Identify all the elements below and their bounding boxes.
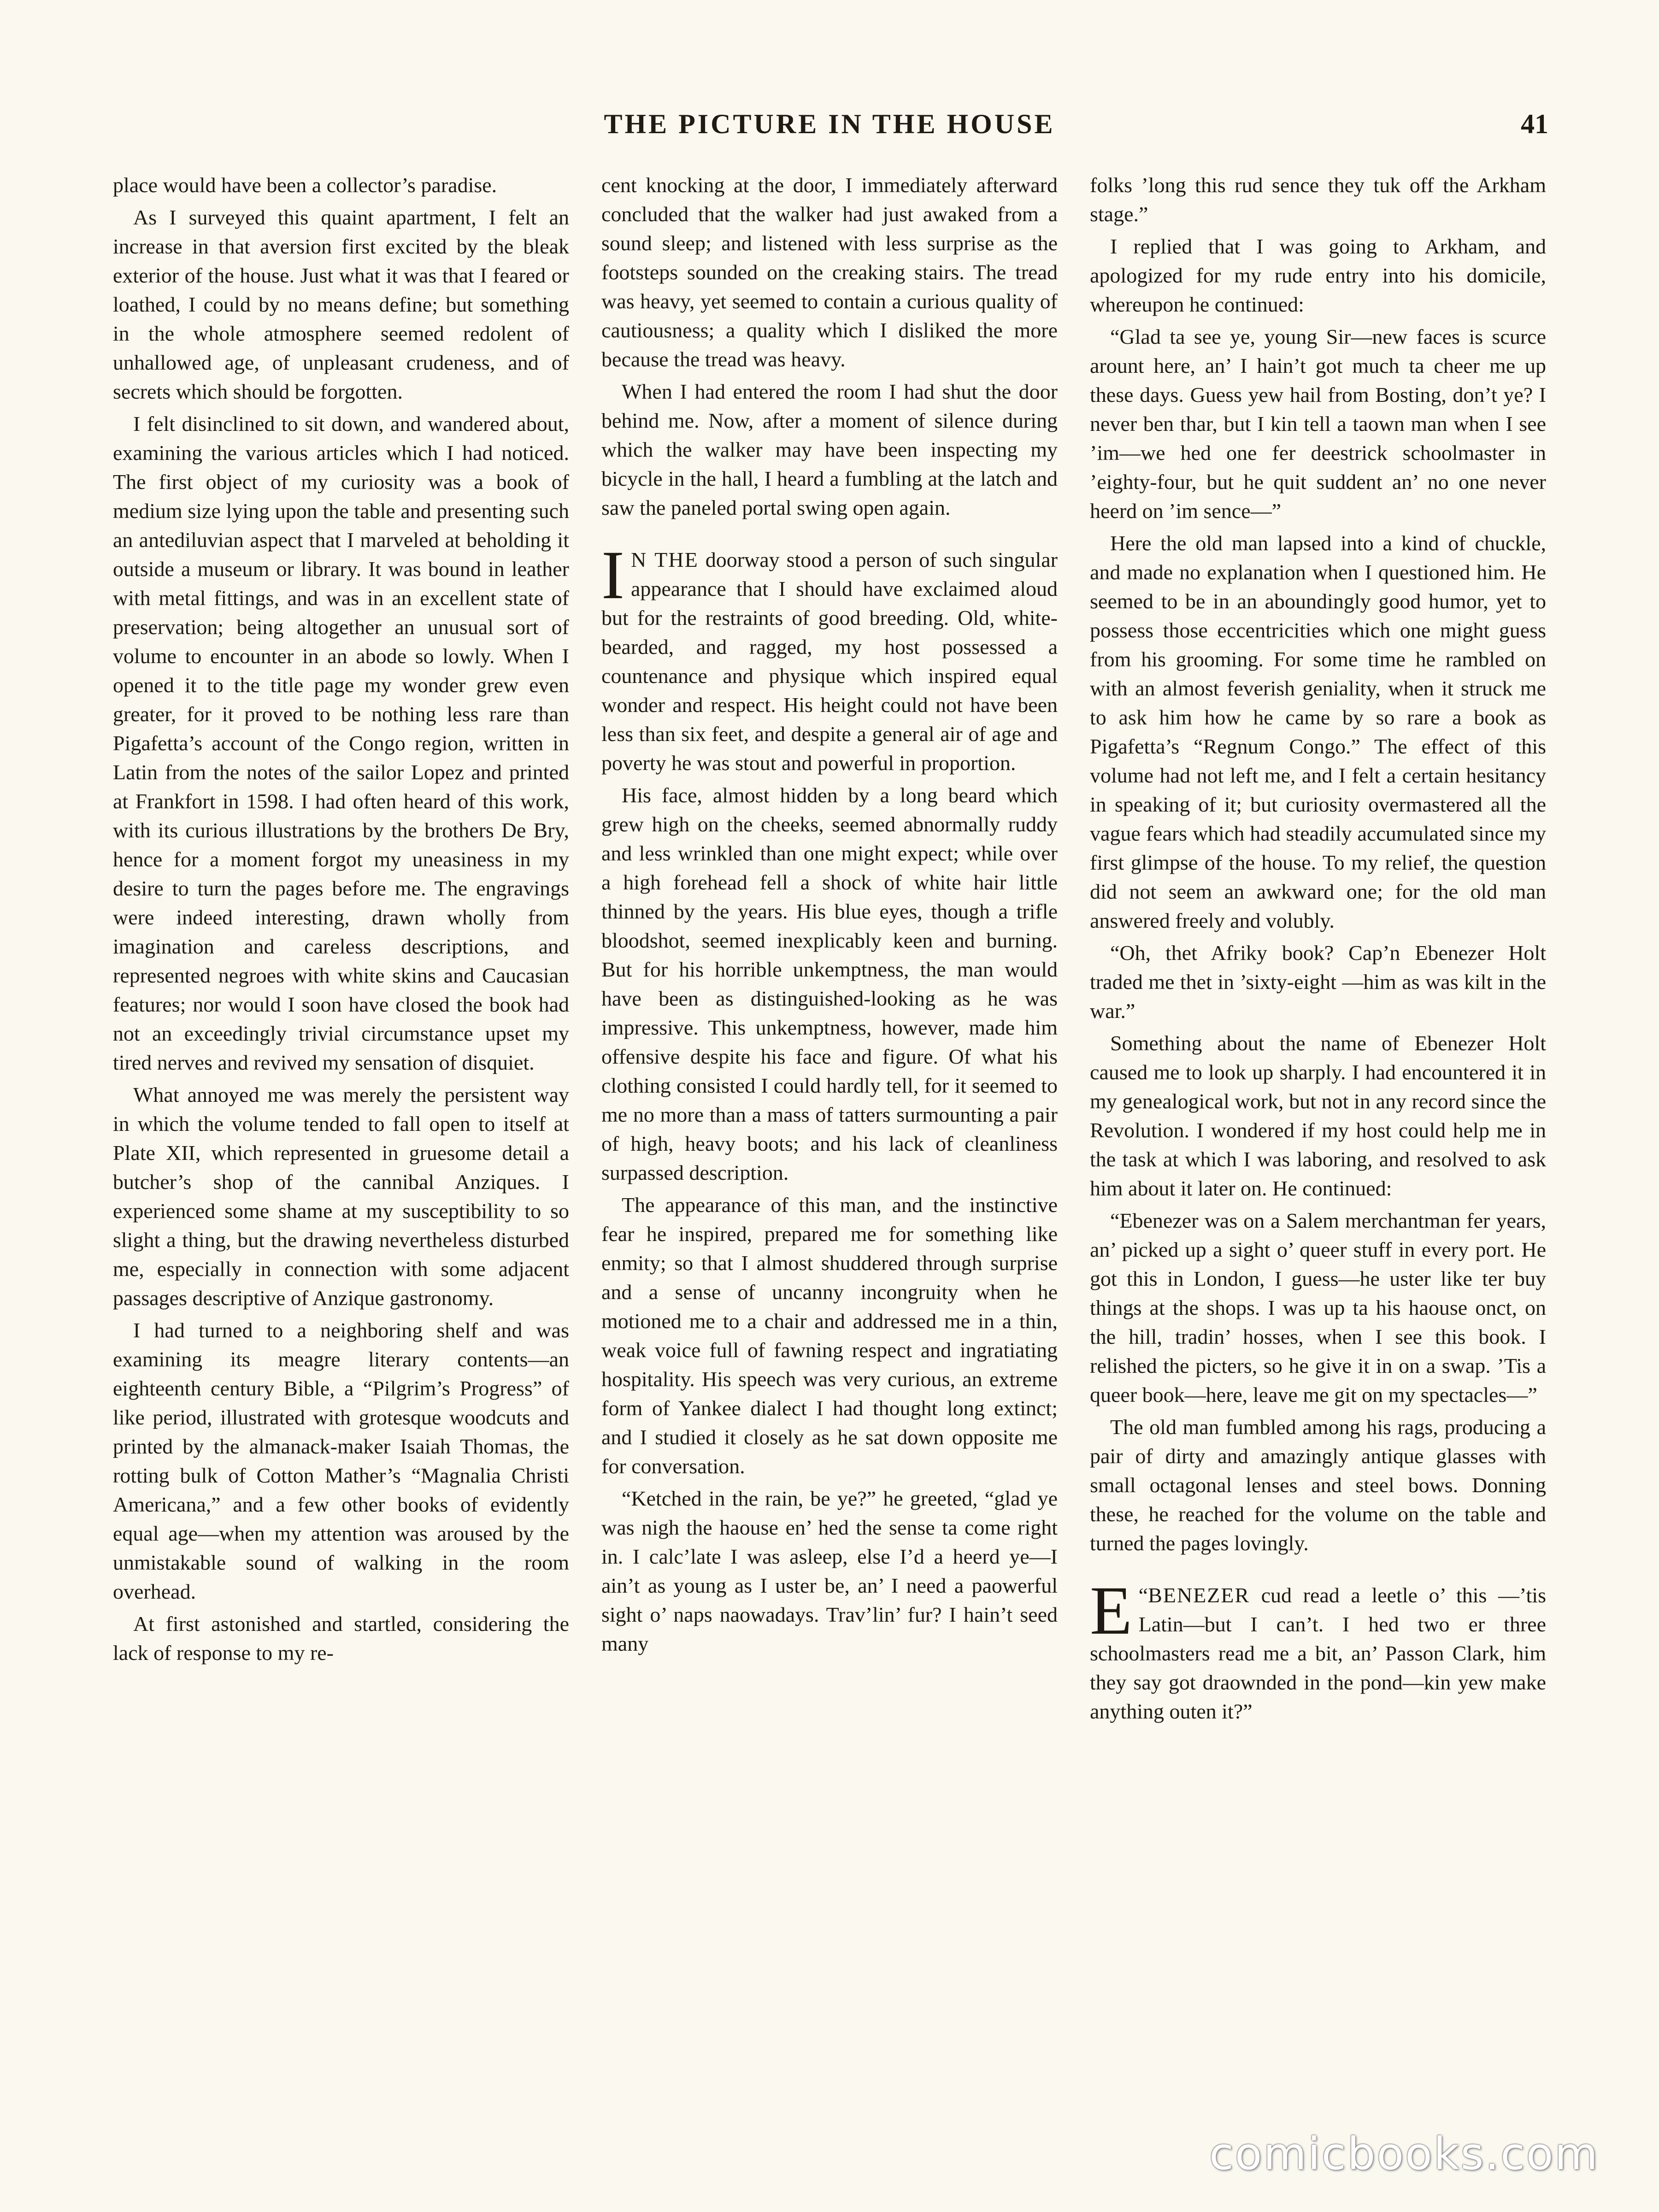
paragraph: The old man fumbled among his rags, producing a pair of dirty and amazingly antique glasses with small octagonal lenses and steel bows. Donning these, he reached for the volume on the table and turned the pages lovingly. — [1090, 1415, 1546, 1555]
drop-cap: I — [601, 537, 624, 613]
paragraph: “Ebenezer was on a Salem merchantman fer years, an’ picked up a sight o’ queer stuff in every port. He got this in London, I guess—he uster like ter buy things at the shops. I was up ta his haouse onct, on the hill, tradin’ hosses, when I see this book. I relished the picters, so he give it in on a swap. ’Tis a queer book—here, leave me git on my spectacles—” — [1090, 1209, 1546, 1406]
paragraph: folks ’long this rud sence they tuk off the Arkham stage.” — [1090, 173, 1546, 226]
paragraph: At first astonished and startled, considering the lack of response to my re- — [113, 1612, 569, 1665]
paragraph: place would have been a collector’s paradise. — [113, 173, 497, 197]
paragraph: When I had entered the room I had shut the door behind me. Now, after a moment of silence during which the walker may have been inspecting my bicycle in the hall, I heard a fumbling at the latch and saw the paneled portal swing open again. — [601, 380, 1058, 519]
column-2 — [601, 171, 1058, 2074]
running-head: THE PICTURE IN THE HOUSE — [604, 109, 1055, 139]
lead-word: N THE — [630, 548, 699, 571]
open-quote: “ — [1138, 1583, 1148, 1607]
page-number: 41 — [1521, 109, 1548, 139]
drop-cap: E — [1090, 1572, 1132, 1649]
paragraph: His face, almost hidden by a long beard which grew high on the cheeks, seemed abnormally ruddy and less wrinkled than one might expect; while over a high forehead fell a shock of white hair little thinned by the years. His blue eyes, though a trifle bloodshot, seemed inexplicably keen and burning. But for his horrible unkemptness, the man would have been as distinguished-looking as he was impressive. This unkemptness, however, made him offensive despite his face and figure. Of what his clothing consisted I could hardly tell, for it seemed to me no more than a mass of tatters surmounting a pair of high, heavy boots; and his lack of cleanliness surpassed description. — [601, 783, 1058, 1184]
site-watermark: comicbooks.com — [1209, 2128, 1599, 2180]
section-opening-paragraph — [1090, 1572, 1546, 1726]
column-3 — [1090, 171, 1546, 2074]
paragraph: I had turned to a neighboring shelf and was examining its meagre literary contents—an eighteenth century Bible, a “Pilgrim’s Progress” of like period, illustrated with grotesque woodcuts and printed by the almanack-maker Isaiah Thomas, the rotting bulk of Cotton Mather’s “Magnalia Christi Americana,” and a few other books of evidently equal age—when my attention was aroused by the unmistakable sound of walking in the room overhead. — [113, 1318, 569, 1603]
paragraph: The appearance of this man, and the instinctive fear he inspired, prepared me for something like enmity; so that I almost shuddered through surprise and a sense of uncanny incongruity when he motioned me to a chair and addressed me in a thin, weak voice full of fawning respect and ingratiating hospitality. His speech was very curious, an extreme form of Yankee dialect I had thought long extinct; and I studied it closely as he sat down opposite me for conversation. — [601, 1193, 1058, 1478]
paragraph: “Glad ta see ye, young Sir—new faces is scurce arount here, an’ I hain’t got much ta cheer me up these days. Guess yew hail from Bosting, don’t ye? I never ben thar, but I kin tell a taown man when I see ’im—we hed one fer deestrick schoolmaster in ’eighty-four, but he quit suddent an’ no one never heerd on ’im sence—” — [1090, 325, 1546, 523]
paragraph: I felt disinclined to sit down, and wandered about, examining the various articles which I had noticed. The first object of my curiosity was a book of medium size lying upon the table and presenting such an antediluvian aspect that I marveled at beholding it outside a museum or library. It was bound in leather with metal fittings, and was in an excellent state of preservation; being altogether an unusual sort of volume to encounter in an abode so lowly. When I opened it to the title page my wonder grew even greater, for it proved to be nothing less rare than Pigafetta’s account of the Congo region, written in Latin from the notes of the sailor Lopez and printed at Frankfort in 1598. I had often heard of this work, with its curious illustrations by the brothers De Bry, hence for a moment forgot my uneasiness in my desire to turn the pages before me. The engravings were indeed interesting, drawn wholly from imagination and careless descriptions, and represented negroes with white skins and Caucasian features; nor would I soon have closed the book had not an exceedingly trivial circumstance upset my tired nerves and revived my sensation of disquiet. — [113, 412, 569, 1074]
paragraph: As I surveyed this quaint apartment, I felt an increase in that aversion first excited by the bleak exterior of the house. Just what it was that I feared or loathed, I could by no means define; but something in the whole atmosphere seemed redolent of unhallowed age, of unpleasant crudeness, and of secrets which should be forgotten. — [113, 206, 569, 403]
paragraph-text: cud read a leetle o’ this —’tis Latin—but I can’t. I hed two er three schoolmasters read me a bit, an’ Passon Clark, him they say got draownded in the pond—kin yew make anything outen it?” — [1090, 1583, 1546, 1723]
paragraph: “Ketched in the rain, be ye?” he greeted, “glad ye was nigh the haouse en’ hed the sense ta come right in. I calc’late I was asleep, else I’d a heerd ye—I ain’t as young as I uster be, an’ I need a paowerful sight o’ naps naowadays. Trav’lin’ fur? I hain’t seed many — [601, 1487, 1058, 1655]
text-columns — [113, 171, 1546, 2074]
paragraph-text: doorway stood a person of such singular appearance that I should have exclaimed aloud but for the restraints of good breeding. Old, white-bearded, and ragged, my host possessed a countenance and physique which inspired equal wonder and respect. His height could not have been less than six feet, and despite a general air of age and poverty he was stout and powerful in proportion. — [601, 548, 1058, 775]
paragraph: Here the old man lapsed into a kind of chuckle, and made no explanation when I questioned him. He seemed to be in an aboundingly good humor, yet to possess those eccentricities which one might guess from his grooming. For some time he rambled on with an almost feverish geniality, when it struck me to ask him how he came by so rare a book as Pigafetta’s “Regnum Congo.” The effect of this volume had not left me, and I felt a certain hesitancy in speaking of it; but curiosity overmastered all the vague fears which had steadily accumulated since my first glimpse of the house. To my relief, the question did not seem an awkward one; for the old man answered freely and volubly. — [1090, 531, 1546, 932]
column-1 — [113, 171, 569, 2074]
paragraph: I replied that I was going to Arkham, and apologized for my rude entry into his domicile, whereupon he continued: — [1090, 235, 1546, 316]
paragraph: “Oh, thet Afriky book? Cap’n Ebenezer Holt traded me thet in ’sixty-eight —him as was kilt in the war.” — [1090, 941, 1546, 1023]
section-opening-paragraph — [601, 537, 1058, 777]
paragraph: What annoyed me was merely the persistent way in which the volume tended to fall open to itself at Plate XII, which represented in gruesome detail a butcher’s shop of the cannibal Anziques. I experienced some shame at my susceptibility to so slight a thing, but the drawing nevertheless disturbed me, especially in connection with some adjacent passages descriptive of Anzique gastronomy. — [113, 1083, 569, 1310]
paragraph: cent knocking at the door, I immediately afterward concluded that the walker had just awaked from a sound sleep; and listened with less surprise as the footsteps sounded on the creaking stairs. The tread was heavy, yet seemed to contain a curious quality of cautiousness; a quality which I disliked the more because the tread was heavy. — [601, 173, 1058, 371]
paragraph: Something about the name of Ebenezer Holt caused me to look up sharply. I had encountered it in my genealogical work, but not in any record since the Revolution. I wondered if my host could help me in the task at which I was laboring, and resolved to ask him about it later on. He continued: — [1090, 1031, 1546, 1200]
page-header — [111, 108, 1548, 154]
lead-word: BENEZER — [1148, 1583, 1250, 1607]
